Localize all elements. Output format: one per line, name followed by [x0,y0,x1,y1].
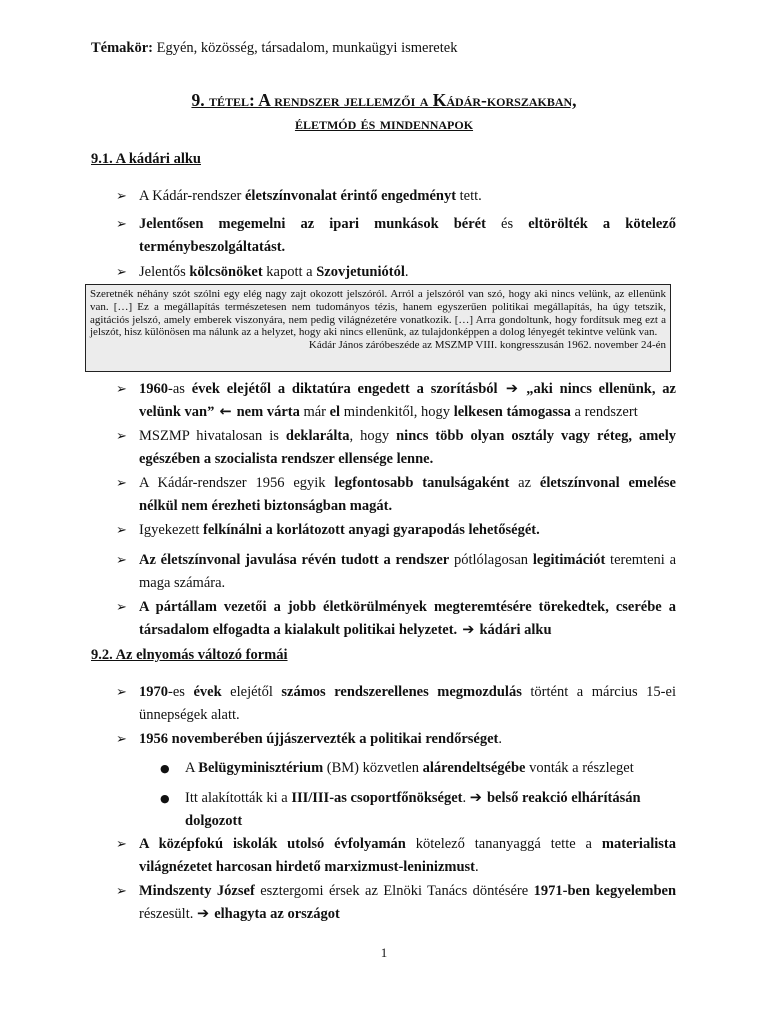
arrow-glyph: ➔ [196,906,215,922]
bold-text: Belügyminisztérium [198,760,324,776]
bold-text: el [329,404,341,420]
text-run: MSZMP hivatalosan is [139,428,286,444]
item-text [139,213,676,259]
bold-text: életszínvonalat érintő engedményt [245,188,457,204]
topic-header [91,40,457,57]
bullet-marker: ➢ [116,382,127,397]
bold-text: évek [193,684,222,700]
text-run: pótlólagosan [449,552,533,568]
bullet-marker: ➢ [116,429,127,444]
bold-text: számos rendszerellenes megmozdulás [281,684,522,700]
bold-text: III/III-as csoportfőnökséget [291,790,463,806]
item-text [139,425,676,471]
bold-text: 1960 [139,381,168,397]
item-text [139,378,676,424]
page-number: 1 [380,945,388,960]
topic-text: Egyén, közösség, társadalom, munkaügyi ismeretek [153,40,458,56]
sub-bullet-marker: ● [160,762,170,775]
text-run: . [462,790,470,806]
text-run: a rendszert [570,404,638,420]
topic-label: Témakör: [91,40,154,56]
text-run: vonták a részleget [525,760,634,776]
list-item [116,728,676,751]
bold-text: lelkesen támogassa [453,404,571,420]
text-run: -es [168,684,194,700]
bold-text: kádári alku [479,622,552,638]
bullet-marker: ➢ [116,884,127,899]
bold-text: 1956 novemberében újjászervezték a politikai rendőrséget [139,731,499,747]
section-heading-1: 9.1. A kádári alku [91,151,201,167]
list-item [116,185,676,208]
text-run: már [299,404,330,420]
bold-text: alárendeltségébe [422,760,526,776]
quote-source: Kádár János záróbeszéde az MSZMP VIII. kongresszusán 1962. november 24-én [308,339,666,352]
quote-box [85,284,671,372]
list-item [116,425,676,471]
text-run: teremteni a maga számára. [139,552,676,591]
text-run: Igyekezett [139,522,204,538]
bold-text: legitimációt [532,552,606,568]
text-run: Itt alakították ki a [185,790,292,806]
item-text [139,549,676,595]
item-text [185,757,677,780]
text-run: kapott a [262,264,317,280]
bold-text: kölcsönöket [189,264,263,280]
bold-text: Az életszínvonal javulása révén tudott a rendszer [139,552,450,568]
bold-text: Szovjetuniótól [316,264,405,280]
text-run: tett. [456,188,482,204]
bold-text: nem várta [236,404,300,420]
text-run: A Kádár-rendszer 1956 egyik [139,475,335,491]
text-run: . [475,859,479,875]
bold-text: eltörölték a kötelező terménybeszolgáltatást. [139,216,676,255]
bold-text: elhagyta az országot [214,906,340,922]
bold-text: „aki nincs ellenünk, az velünk van” [139,381,676,420]
bullet-marker: ➢ [116,265,127,280]
list-item [116,213,676,259]
bullet-marker: ➢ [116,523,127,538]
text-run: az [509,475,540,491]
item-text [139,261,676,284]
text-run: . [498,731,502,747]
item-text [139,519,676,542]
bold-text: A pártállam vezetői a jobb életkörülmények megteremtésére törekedtek, cserébe a társadalom elfogadta a kialakult politikai helyzetet. [139,599,676,638]
quote-text: Szeretnék néhány szót szólni egy elég nagy zajt okozott jelszóról. Arról a jelszóról van szó, hogy aki nincs velünk, az ellenünk van. […] Ez a megállapítás természetesen nem tudományos tézis, hanem egyszerűen politikai megállapítás, ha úgy tetszik, agitációs jelszó, amely emberek viszonyára, nem pedig világnézetére vonatkozik. […] Arra gondoltunk, hogy fordítsuk meg ezt a jelszót, hisz különösen ma nálunk az a helyzet, hogy aki nincs ellenünk, az tulajdonképpen a dolog lényegét tekintve velünk van. [90,288,666,339]
arrow-glyph: ← [214,404,237,420]
sub-bullet-marker: ● [160,792,170,805]
arrow-glyph: ➔ [457,622,480,638]
list-item [116,472,676,518]
sub-list-item [160,787,677,833]
text-run: történt a március 15-ei ünnepségek alatt. [139,684,676,723]
item-text [139,472,676,518]
list-item [116,549,676,595]
bullet-marker: ➢ [116,217,127,232]
bullet-marker: ➢ [116,600,127,615]
text-run: elejétől [221,684,282,700]
item-text [139,185,676,208]
bold-text: évek elejétől a diktatúra engedett a szorításból [191,381,498,397]
list-item [116,681,676,727]
text-run: -as [168,381,192,397]
bullet-marker: ➢ [116,732,127,747]
text-run: és [485,216,529,232]
text-run: mindenkitől, hogy [340,404,454,420]
bold-text: életszínvonal emelése nélkül nem érezheti biztonságban magát. [139,475,676,514]
list-item [116,833,676,879]
bold-text: materialista világnézetet harcosan hirdető marxizmust-leninizmust [139,836,676,875]
sub-list-item [160,757,677,780]
list-item [116,596,676,642]
text-run: részesült. [139,906,197,922]
item-text [139,880,676,926]
item-text [139,596,676,642]
bullet-marker: ➢ [116,476,127,491]
bold-text: 1970 [139,684,168,700]
item-text [139,833,676,879]
list-item [116,880,676,926]
text-run: A Kádár-rendszer [139,188,245,204]
item-text [139,728,676,751]
bold-text: nincs több olyan osztály vagy réteg, amely egészében a szocialista rendszer ellensége lenne. [139,428,676,467]
arrow-glyph: ➔ [469,790,487,806]
list-item [116,519,676,542]
list-item [116,378,676,424]
arrow-glyph: ➔ [497,381,527,397]
bullet-marker: ➢ [116,189,127,204]
bold-text: deklarálta [285,428,350,444]
bold-text: belső reakció elhárításán dolgozott [185,790,641,829]
item-text [185,787,677,833]
text-run: . [404,264,409,280]
text-run: A [185,760,199,776]
list-item [116,261,676,284]
bold-text: Jelentősen megemelni az ipari munkások bérét [139,216,486,232]
text-run: Jelentős [139,264,190,280]
bold-text: legfontosabb tanulságaként [334,475,510,491]
bold-text: 1971-ben kegyelemben [533,883,677,899]
bullet-marker: ➢ [116,553,127,568]
text-run: , hogy [349,428,397,444]
bold-text: felkínálni a korlátozott anyagi gyarapodás lehetőségét. [203,522,540,538]
bold-text: A középfokú iskolák utolsó évfolyamán [139,836,406,852]
section-heading-2: 9.2. Az elnyomás változó formái [91,647,288,663]
title-line-2: életmód és mindennapok [294,113,474,133]
text-run: kötelező tananyaggá tette a [405,836,602,852]
text-run: (BM) közvetlen [323,760,423,776]
title-line-1: 9. tétel: A rendszer jellemzői a Kádár-korszakban, [191,90,577,110]
bold-text: Mindszenty József [139,883,255,899]
text-run: esztergomi érsek az Elnöki Tanács döntésére [254,883,534,899]
bullet-marker: ➢ [116,685,127,700]
item-text [139,681,676,727]
bullet-marker: ➢ [116,837,127,852]
